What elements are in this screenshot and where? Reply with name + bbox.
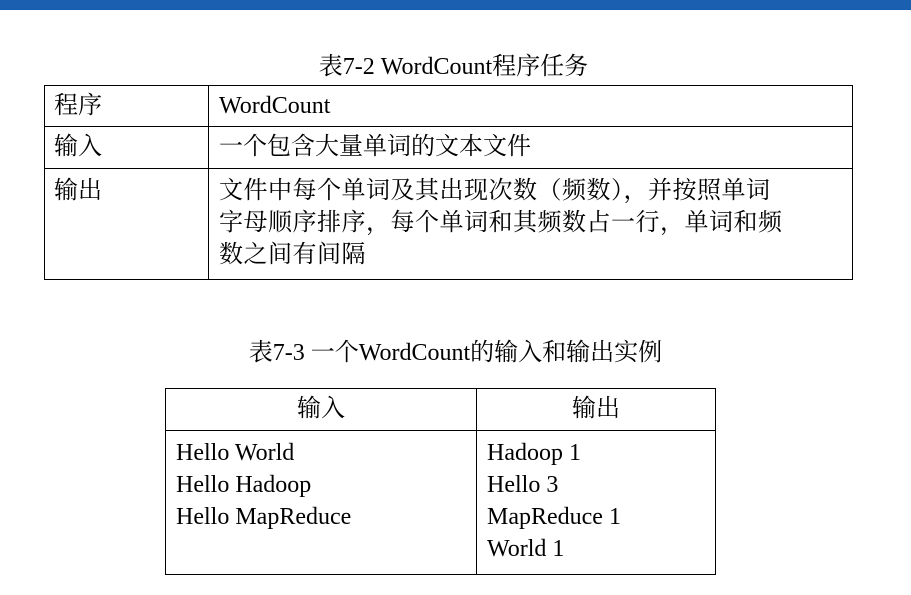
input-line: Hello World bbox=[176, 440, 295, 466]
row-value-program: WordCount bbox=[209, 86, 853, 127]
output-cell bbox=[477, 431, 716, 575]
top-accent-bar bbox=[0, 0, 911, 10]
output-line: Hello 3 bbox=[487, 472, 559, 498]
header-output: 输出 bbox=[477, 389, 716, 431]
input-cell bbox=[166, 431, 477, 575]
output-description-line: 字母顺序排序，每个单词和其频数占一行，单词和频 bbox=[219, 210, 783, 236]
wordcount-task-table bbox=[44, 85, 853, 280]
row-label-output: 输出 bbox=[45, 169, 209, 280]
table-row bbox=[166, 431, 716, 575]
table-row bbox=[45, 169, 853, 280]
row-value-input: 一个包含大量单词的文本文件 bbox=[209, 127, 853, 169]
wordcount-example-table bbox=[165, 388, 716, 575]
output-description-line: 数之间有间隔 bbox=[219, 242, 366, 268]
output-description-line: 文件中每个单词及其出现次数（频数），并按照单词 bbox=[219, 178, 771, 204]
table-row bbox=[45, 127, 853, 169]
output-line: Hadoop 1 bbox=[487, 440, 581, 466]
input-line: Hello Hadoop bbox=[176, 472, 312, 498]
row-label-input: 输入 bbox=[45, 127, 209, 169]
table-header-row bbox=[166, 389, 716, 431]
output-line: World 1 bbox=[487, 536, 565, 562]
row-value-output bbox=[209, 169, 853, 280]
output-line: MapReduce 1 bbox=[487, 504, 621, 530]
input-line: Hello MapReduce bbox=[176, 504, 352, 530]
table-7-2-caption: 表7-2 WordCount程序任务 bbox=[318, 54, 589, 80]
header-input: 输入 bbox=[166, 389, 477, 431]
table-7-3-caption: 表7-3 一个WordCount的输入和输出实例 bbox=[248, 340, 663, 366]
table-row bbox=[45, 86, 853, 127]
row-label-program: 程序 bbox=[45, 86, 209, 127]
